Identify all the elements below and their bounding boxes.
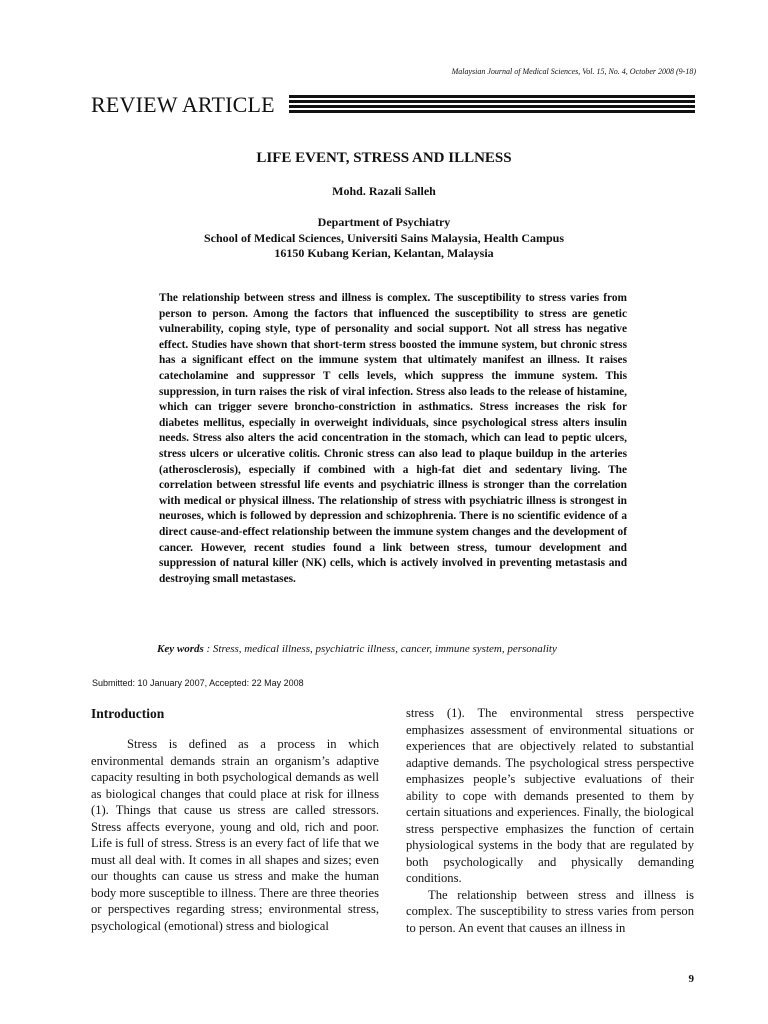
journal-reference: Malaysian Journal of Medical Sciences, Vol. 15, No. 4, October 2008 (9-18) [451,67,696,76]
header-rule [289,95,695,115]
body-paragraph: Stress is defined as a process in which environmental demands strain an organism’s adaptive capacity resulting in both psychological demands as well as biological changes that could place at risk for illness (1). Things that cause us stress are called stressors. Stress affects everyone, young and old, rich and poor. Life is full of stress. Stress is an every fact of life that we must all deal with. It comes in all shapes and sizes; even our thoughts can cause us stress and make the human body more susceptible to illness. There are three theories or perspectives regarding stress; environmental stress, psychological (emotional) stress and biological [91,737,379,933]
article-type-header [91,91,695,119]
article-title: LIFE EVENT, STRESS AND ILLNESS [256,150,512,166]
right-column [406,705,694,936]
article-type-label: REVIEW ARTICLE [91,92,275,117]
submission-dates: Submitted: 10 January 2007, Accepted: 22 May 2008 [92,678,304,688]
body-paragraph: stress (1). The environmental stress perspective emphasizes assessment of environmental situations or experiences that are objectively related to substantial adaptive demands. The psychological stress perspective emphasizes people’s subjective evaluations of their ability to cope with demands presented to them by certain situations and experiences. Finally, the biological stress perspective emphasizes the function of certain physiological systems in the body that are regulated by both psychologically and physically demanding conditions. [406,706,694,885]
keywords-text: Stress, medical illness, psychiatric illness, cancer, immune system, personality [212,643,557,655]
keywords-separator: : [203,643,213,655]
abstract: The relationship between stress and illness is complex. The susceptibility to stress varies from person to person. Among the factors that influenced the susceptibility to stress are genetic vulnerability, coping style, type of personality and social support. Not all stress has negative effect. Studies have shown that short-term stress boosted the immune system, but chronic stress has a significant effect on the immune system that ultimately manifest an illness. It raises catecholamine and suppressor T cells levels, which suppress the immune system. This suppression, in turn raises the risk of viral infection. Stress also leads to the release of histamine, which can trigger severe broncho-constriction in asthmatics. Stress increases the risk for diabetes mellitus, especially in overweight individuals, since psychological stress alters insulin needs. Stress also alters the acid concentration in the stomach, which can lead to peptic ulcers, stress ulcers or ulcerative colitis. Chronic stress can also lead to plaque buildup in the arteries (atherosclerosis), especially if combined with a high-fat diet and sedentary living. The correlation between stressful life events and psychiatric illness is stronger than the correlation with medical or physical illness. The relationship of stress with psychiatric illness is strongest in neuroses, which is followed by depression and schizophrenia. There is no scientific evidence of a direct cause-and-effect relationship between the immune system changes and the development of cancer. However, recent studies found a link between stress, tumour development and suppression of natural killer (NK) cells, which is actively involved in preventing metastasis and destroying small metastases. [159,292,627,585]
affiliation-school: School of Medical Sciences, Universiti Sains Malaysia, Health Campus [204,230,564,245]
page-number: 9 [688,973,694,985]
affiliation [0,215,768,262]
affiliation-address: 16150 Kubang Kerian, Kelantan, Malaysia [274,246,494,260]
keywords-label: Key words [157,643,204,655]
section-heading: Introduction [91,706,165,721]
body-paragraph: The relationship between stress and illness is complex. The susceptibility to stress varies from person to person. An event that causes an illness in [406,887,694,935]
affiliation-department: Department of Psychiatry [317,215,451,229]
keywords [157,643,637,655]
left-column [91,705,379,934]
author-name: Mohd. Razali Salleh [332,184,436,198]
